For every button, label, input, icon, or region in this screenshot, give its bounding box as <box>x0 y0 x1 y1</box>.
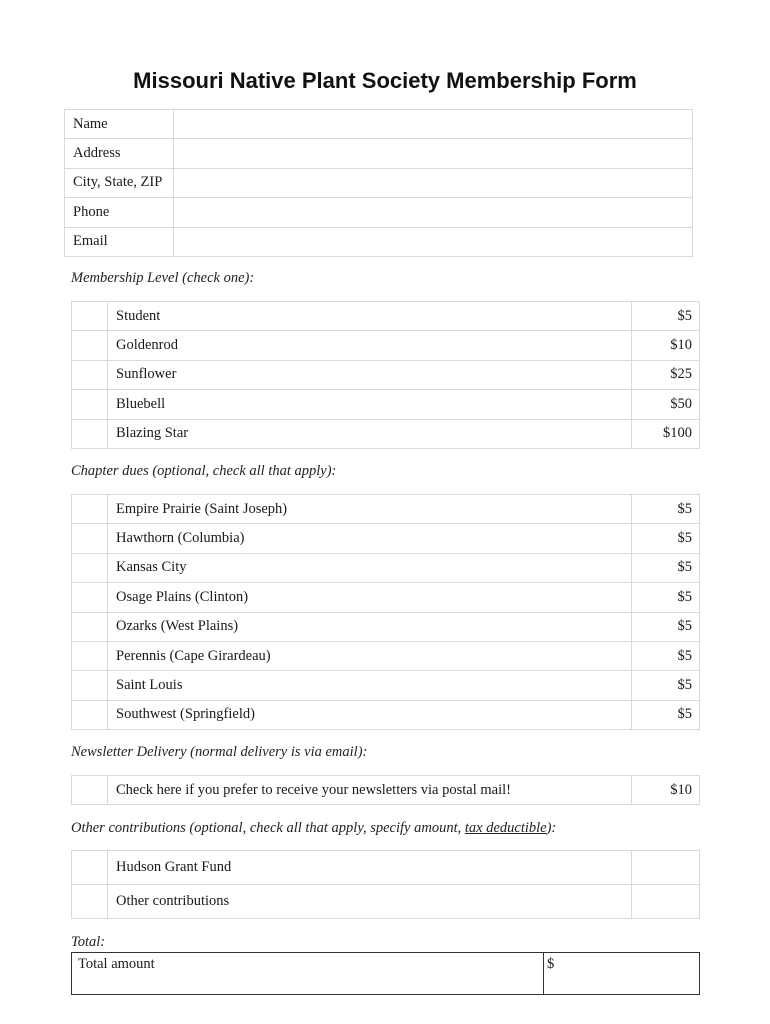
hudson-grant-amount-field[interactable] <box>632 851 700 885</box>
postal-mail-price: $10 <box>632 776 700 805</box>
blazing-star-price: $100 <box>632 419 700 448</box>
bluebell-label: Bluebell <box>108 390 632 419</box>
table-row <box>72 583 700 612</box>
table-row <box>65 168 693 197</box>
empire-prairie-label: Empire Prairie (Saint Joseph) <box>108 495 632 524</box>
phone-label: Phone <box>65 198 174 227</box>
osage-plains-label: Osage Plains (Clinton) <box>108 583 632 612</box>
student-price: $5 <box>632 302 700 331</box>
ozarks-label: Ozarks (West Plains) <box>108 612 632 641</box>
postal-mail-checkbox[interactable] <box>72 776 108 805</box>
perennis-checkbox[interactable] <box>72 641 108 670</box>
table-row <box>72 851 700 885</box>
saint-louis-price: $5 <box>632 671 700 700</box>
goldenrod-checkbox[interactable] <box>72 331 108 360</box>
phone-field[interactable] <box>174 198 693 227</box>
other-contributions-checkbox[interactable] <box>72 885 108 919</box>
chapter-dues-heading: Chapter dues (optional, check all that apply): <box>71 463 337 479</box>
table-row <box>72 953 700 995</box>
newsletter-delivery-heading: Newsletter Delivery (normal delivery is via email): <box>71 744 368 760</box>
table-row <box>72 776 700 805</box>
southwest-label: Southwest (Springfield) <box>108 700 632 729</box>
student-checkbox[interactable] <box>72 302 108 331</box>
hawthorn-price: $5 <box>632 524 700 553</box>
form-title: Missouri Native Plant Society Membership Form <box>133 68 637 93</box>
table-row <box>72 331 700 360</box>
email-label: Email <box>65 227 174 256</box>
kansas-city-checkbox[interactable] <box>72 553 108 582</box>
email-field[interactable] <box>174 227 693 256</box>
tax-deductible-link[interactable]: tax deductible <box>464 820 547 836</box>
table-row <box>72 495 700 524</box>
empire-prairie-checkbox[interactable] <box>72 495 108 524</box>
other-contributions-amount-field[interactable] <box>632 885 700 919</box>
contact-info-table <box>64 109 693 257</box>
table-row <box>72 390 700 419</box>
total-amount-field[interactable]: $ <box>544 953 700 995</box>
ozarks-price: $5 <box>632 612 700 641</box>
table-row <box>72 612 700 641</box>
name-field[interactable] <box>174 110 693 139</box>
kansas-city-price: $5 <box>632 553 700 582</box>
goldenrod-price: $10 <box>632 331 700 360</box>
newsletter-delivery-table <box>71 775 700 805</box>
postal-mail-label: Check here if you prefer to receive your newsletters via postal mail! <box>108 776 632 805</box>
total-heading: Total: <box>71 934 106 950</box>
table-row <box>72 553 700 582</box>
contributions-heading-prefix: Other contributions (optional, check all that apply, specify amount, <box>71 820 465 836</box>
sunflower-label: Sunflower <box>108 360 632 389</box>
goldenrod-label: Goldenrod <box>108 331 632 360</box>
hawthorn-label: Hawthorn (Columbia) <box>108 524 632 553</box>
other-contributions-label: Other contributions <box>108 885 632 919</box>
city-state-zip-label: City, State, ZIP <box>65 168 174 197</box>
bluebell-price: $50 <box>632 390 700 419</box>
table-row <box>72 671 700 700</box>
chapter-dues-table <box>71 494 700 730</box>
table-row <box>72 700 700 729</box>
table-row <box>72 885 700 919</box>
membership-level-table <box>71 301 700 449</box>
perennis-label: Perennis (Cape Girardeau) <box>108 641 632 670</box>
total-table <box>71 952 700 995</box>
contributions-heading-suffix: ): <box>546 820 557 836</box>
table-row <box>72 641 700 670</box>
table-row <box>65 227 693 256</box>
hudson-grant-checkbox[interactable] <box>72 851 108 885</box>
table-row <box>72 360 700 389</box>
other-contributions-heading <box>71 820 556 837</box>
empire-prairie-price: $5 <box>632 495 700 524</box>
osage-plains-price: $5 <box>632 583 700 612</box>
sunflower-checkbox[interactable] <box>72 360 108 389</box>
kansas-city-label: Kansas City <box>108 553 632 582</box>
membership-level-heading: Membership Level (check one): <box>71 270 255 286</box>
table-row <box>72 419 700 448</box>
saint-louis-label: Saint Louis <box>108 671 632 700</box>
perennis-price: $5 <box>632 641 700 670</box>
hudson-grant-label: Hudson Grant Fund <box>108 851 632 885</box>
southwest-checkbox[interactable] <box>72 700 108 729</box>
table-row <box>72 302 700 331</box>
table-row <box>65 198 693 227</box>
bluebell-checkbox[interactable] <box>72 390 108 419</box>
table-row <box>72 524 700 553</box>
blazing-star-label: Blazing Star <box>108 419 632 448</box>
other-contributions-table <box>71 850 700 919</box>
city-state-zip-field[interactable] <box>174 168 693 197</box>
name-label: Name <box>65 110 174 139</box>
table-row <box>65 139 693 168</box>
address-field[interactable] <box>174 139 693 168</box>
address-label: Address <box>65 139 174 168</box>
saint-louis-checkbox[interactable] <box>72 671 108 700</box>
student-label: Student <box>108 302 632 331</box>
ozarks-checkbox[interactable] <box>72 612 108 641</box>
sunflower-price: $25 <box>632 360 700 389</box>
total-amount-label: Total amount <box>72 953 544 995</box>
osage-plains-checkbox[interactable] <box>72 583 108 612</box>
table-row <box>65 110 693 139</box>
southwest-price: $5 <box>632 700 700 729</box>
hawthorn-checkbox[interactable] <box>72 524 108 553</box>
blazing-star-checkbox[interactable] <box>72 419 108 448</box>
